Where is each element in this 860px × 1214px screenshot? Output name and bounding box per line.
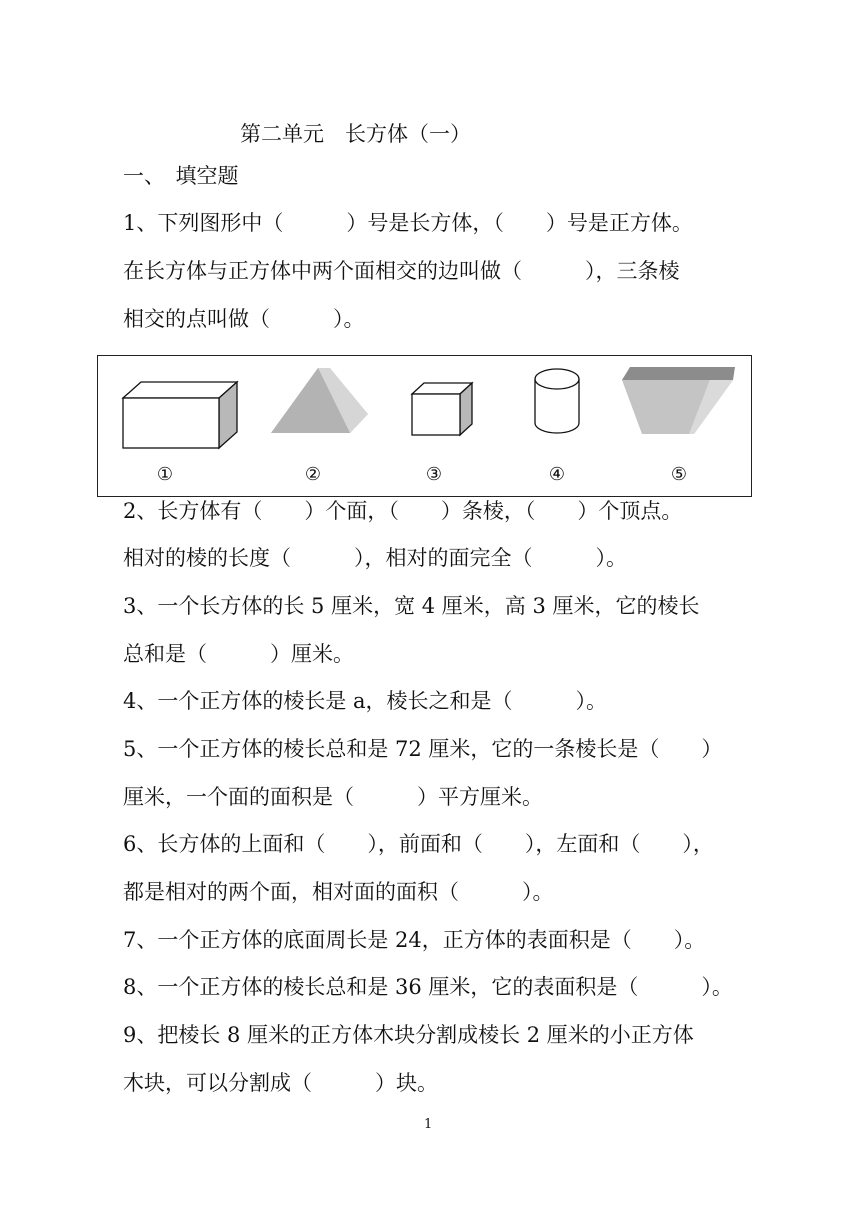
frustum-shape <box>622 367 735 434</box>
question-9-line-2: 木块，可以分割成（ ）块。 <box>123 1071 438 1095</box>
question-2-line-2: 相对的棱的长度（ ），相对的面完全（ ）。 <box>123 546 627 570</box>
question-5-line-2: 厘米，一个面的面积是（ ）平方厘米。 <box>123 785 543 809</box>
cylinder-shape <box>535 369 579 433</box>
cuboid-shape <box>123 382 237 448</box>
question-7-line-1: 7、一个正方体的底面周长是 24，正方体的表面积是（ ）。 <box>123 928 706 952</box>
figure-label-1: ① <box>156 464 174 485</box>
question-6-line-1: 6、长方体的上面和（ ），前面和（ ），左面和（ ）， <box>123 832 714 856</box>
question-1-line-2: 在长方体与正方体中两个面相交的边叫做（ ），三条棱 <box>123 259 680 283</box>
triangular-prism-shape <box>271 368 368 433</box>
page-number: 1 <box>424 1117 433 1132</box>
figure-label-5: ⑤ <box>670 464 688 485</box>
figure-label-3: ③ <box>425 464 443 485</box>
question-6-line-2: 都是相对的两个面，相对面的面积（ ）。 <box>123 880 554 904</box>
question-3-line-1: 3、一个长方体的长 5 厘米，宽 4 厘米，高 3 厘米，它的棱长 <box>123 594 700 618</box>
section-heading: 一、 填空题 <box>123 164 239 188</box>
page-title: 第二单元 长方体（一） <box>240 122 471 146</box>
question-1-line-3: 相交的点叫做（ ）。 <box>123 307 365 331</box>
figure-label-2: ② <box>304 464 322 485</box>
shapes-figure <box>97 355 752 497</box>
question-9-line-1: 9、把棱长 8 厘米的正方体木块分割成棱长 2 厘米的小正方体 <box>123 1023 694 1047</box>
question-2-line-1: 2、长方体有（ ）个面，（ ）条棱，（ ）个顶点。 <box>123 499 683 523</box>
cube-shape <box>412 383 472 435</box>
question-1-line-1: 1、下列图形中（ ）号是长方体，（ ）号是正方体。 <box>123 211 693 235</box>
question-3-line-2: 总和是（ ）厘米。 <box>123 642 354 666</box>
question-4-line-1: 4、一个正方体的棱长是 a，棱长之和是（ ）。 <box>123 689 608 713</box>
question-5-line-1: 5、一个正方体的棱长总和是 72 厘米，它的一条棱长是（ ） <box>123 737 723 761</box>
figure-label-4: ④ <box>548 464 566 485</box>
question-8-line-1: 8、一个正方体的棱长总和是 36 厘米，它的表面积是（ ）。 <box>123 975 733 999</box>
